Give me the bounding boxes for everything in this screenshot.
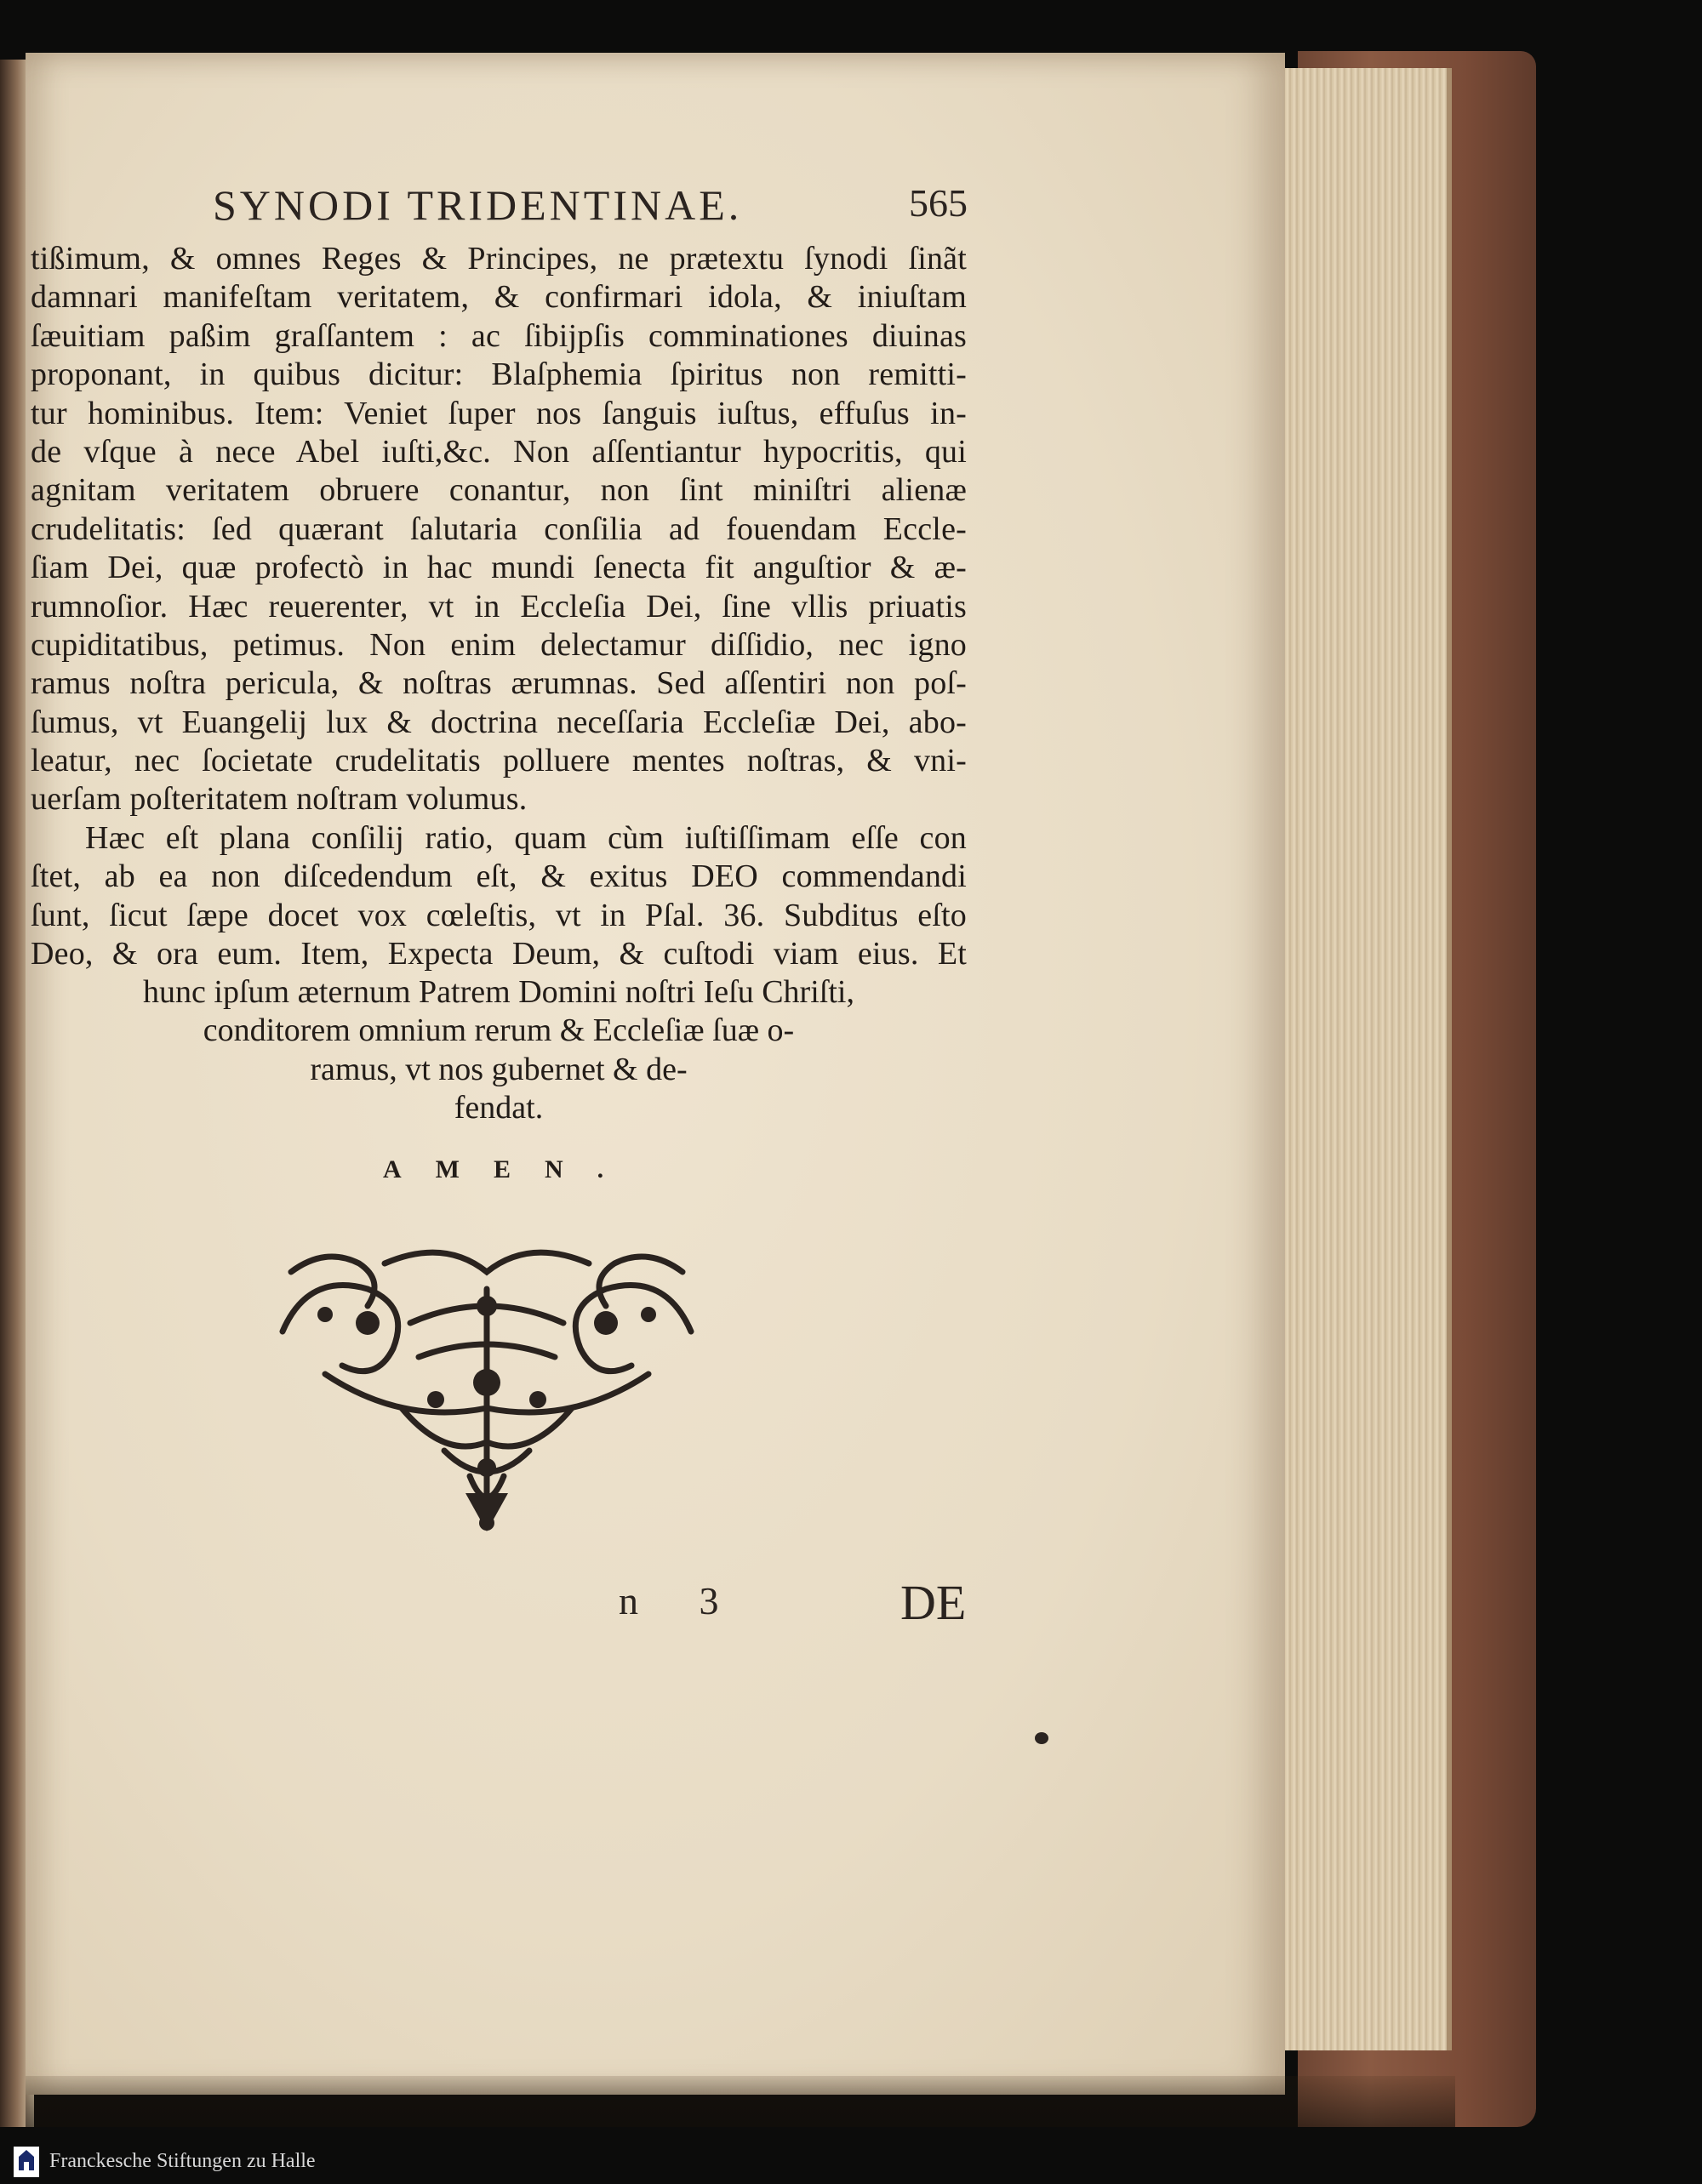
- running-head: SYNODI TRIDENTINAE.: [213, 181, 743, 229]
- text-line: tur hominibus. Item: Veniet ſuper nos ſanguis iuſtus, effuſus in-: [31, 395, 967, 431]
- text-line: ſæuitiam paßim graſſantem : ac ſibijpſis comminationes diuinas: [31, 317, 967, 354]
- text-line: damnari manifeſtam veritatem, & confirmari idola, & iniuſtam: [31, 279, 967, 316]
- closing-line: fendat.: [454, 1090, 544, 1126]
- footer-bar: [0, 2140, 1702, 2184]
- text-line: uerſam poſteritatem noſtram volumus.: [31, 781, 528, 818]
- footer-institution: Franckesche Stiftungen zu Halle: [49, 2150, 316, 2172]
- ink-spot: [1035, 1732, 1048, 1744]
- closing-line: hunc ipſum æternum Patrem Domini noſtri Ieſu Chriſti,: [143, 974, 854, 1010]
- text-line: ſtet, ab ea non diſcedendum eſt, & exitus DEO commendandi: [31, 858, 967, 895]
- text-line: ramus noſtra pericula, & noſtras ærumnas. Sed aſſentiri non poſ-: [31, 665, 967, 702]
- page-number: 565: [909, 181, 968, 225]
- text-line: Deo, & ora eum. Item, Expecta Deum, & cuſtodi viam eius. Et: [31, 936, 967, 972]
- text-line: proponant, in quibus dicitur: Blaſphemia ſpiritus non remitti-: [31, 356, 967, 393]
- institution-logo-icon: [12, 2145, 41, 2179]
- text-line: de vſque à nece Abel iuſti,&c. Non aſſentiantur hypocritis, qui: [31, 433, 967, 470]
- signature-mark: n 3: [619, 1579, 745, 1622]
- text-line: ſiam Dei, quæ profectò in hac mundi ſenecta fit anguſtior & æ-: [31, 550, 967, 586]
- text-line: leatur, nec ſocietate crudelitatis polluere mentes noſtras, & vni-: [31, 743, 967, 779]
- text-line: crudelitatis: ſed quærant ſalutaria conſilia ad fouendam Eccle-: [31, 510, 967, 547]
- closing-line: ramus, vt nos gubernet & de-: [310, 1051, 688, 1087]
- closing-text: [31, 973, 967, 1128]
- text-line: rumnoſior. Hæc reuerenter, vt in Eccleſia Dei, ſine vllis priuatis: [31, 588, 967, 624]
- catchword: DE: [900, 1575, 967, 1630]
- text-line: ſumus, vt Euangelij lux & doctrina neceſſaria Eccleſiæ Dei, abo-: [31, 704, 967, 740]
- body-text: [31, 240, 967, 973]
- amen-line: AMEN.: [383, 1155, 638, 1183]
- text-line: ſunt, ſicut ſæpe docet vox cœleſtis, vt in Pſal. 36. Subditus eſto: [31, 897, 967, 933]
- text-line: agnitam veritatem obruere conantur, non ſint miniſtri alienæ: [31, 472, 967, 509]
- closing-line: conditorem omnium rerum & Eccleſiæ ſuæ o-: [203, 1012, 795, 1049]
- text-line: cupiditatibus, petimus. Non enim delectamur diſſidio, nec igno: [31, 626, 967, 663]
- text-line: tißimum, & omnes Reges & Principes, ne prætextu ſynodi ſinãt: [31, 241, 967, 277]
- printers-ornament: [274, 1238, 700, 1536]
- page-shadow: [26, 2076, 1455, 2127]
- text-line: Hæc eſt plana conſilij ratio, quam cùm iuſtiſſimam eſſe con: [85, 819, 967, 856]
